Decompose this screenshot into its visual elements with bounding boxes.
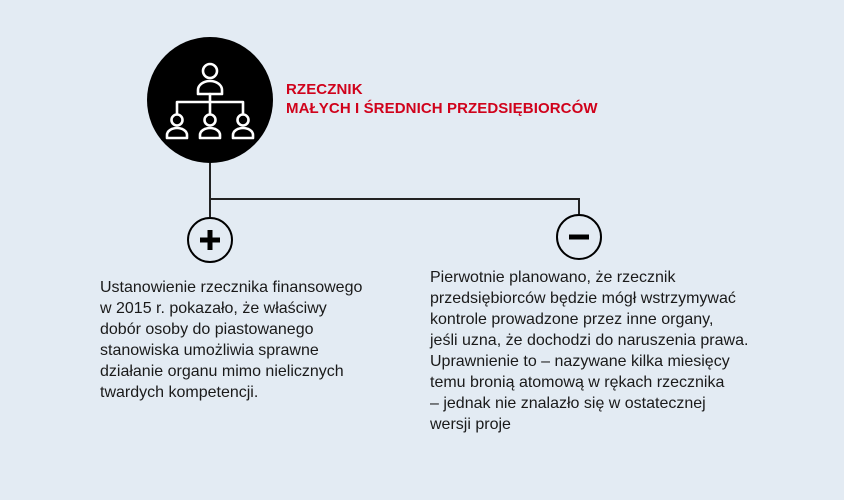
- text-line: w 2015 r. pokazało, że właściwy: [100, 300, 327, 317]
- text-line: przedsiębiorców będzie mógł wstrzymywać: [430, 290, 736, 307]
- text-line: – jednak nie znalazło się w ostatecznej: [430, 395, 706, 412]
- text-line: kontrole prowadzone przez inne organy,: [430, 311, 714, 328]
- text-line: dobór osoby do piastowanego: [100, 321, 314, 338]
- text-line: Pierwotnie planowano, że rzecznik: [430, 269, 676, 286]
- text-line: temu bronią atomową w rękach rzecznika: [430, 374, 725, 391]
- connector-line: [209, 163, 211, 217]
- minus-badge: [556, 214, 602, 260]
- minus-icon: [558, 216, 600, 258]
- text-line: stanowiska umożliwia sprawne: [100, 342, 319, 359]
- org-chart-icon: [147, 37, 273, 163]
- text-line: Ustanowienie rzecznika finansowego: [100, 279, 363, 296]
- text-line: twardych kompetencji.: [100, 384, 259, 401]
- text-line: Uprawnienie to – nazywane kilka miesięcy: [430, 353, 730, 370]
- title-line-1: RZECZNIK: [286, 81, 363, 98]
- org-chart-badge: [147, 37, 273, 163]
- text-line: jeśli uzna, że dochodzi do naruszenia prawa.: [430, 332, 749, 349]
- connector-line: [209, 198, 580, 200]
- connector-line: [578, 198, 580, 214]
- text-line: działanie organu mimo nielicznych: [100, 363, 344, 380]
- title-line-2: MAŁYCH I ŚREDNICH PRZEDSIĘBIORCÓW: [286, 100, 598, 117]
- plus-icon: [189, 219, 231, 261]
- cons-text: [430, 267, 748, 435]
- pros-text: [100, 277, 362, 403]
- page-title: [286, 80, 598, 118]
- text-line: wersji proje: [430, 416, 511, 433]
- plus-badge: [187, 217, 233, 263]
